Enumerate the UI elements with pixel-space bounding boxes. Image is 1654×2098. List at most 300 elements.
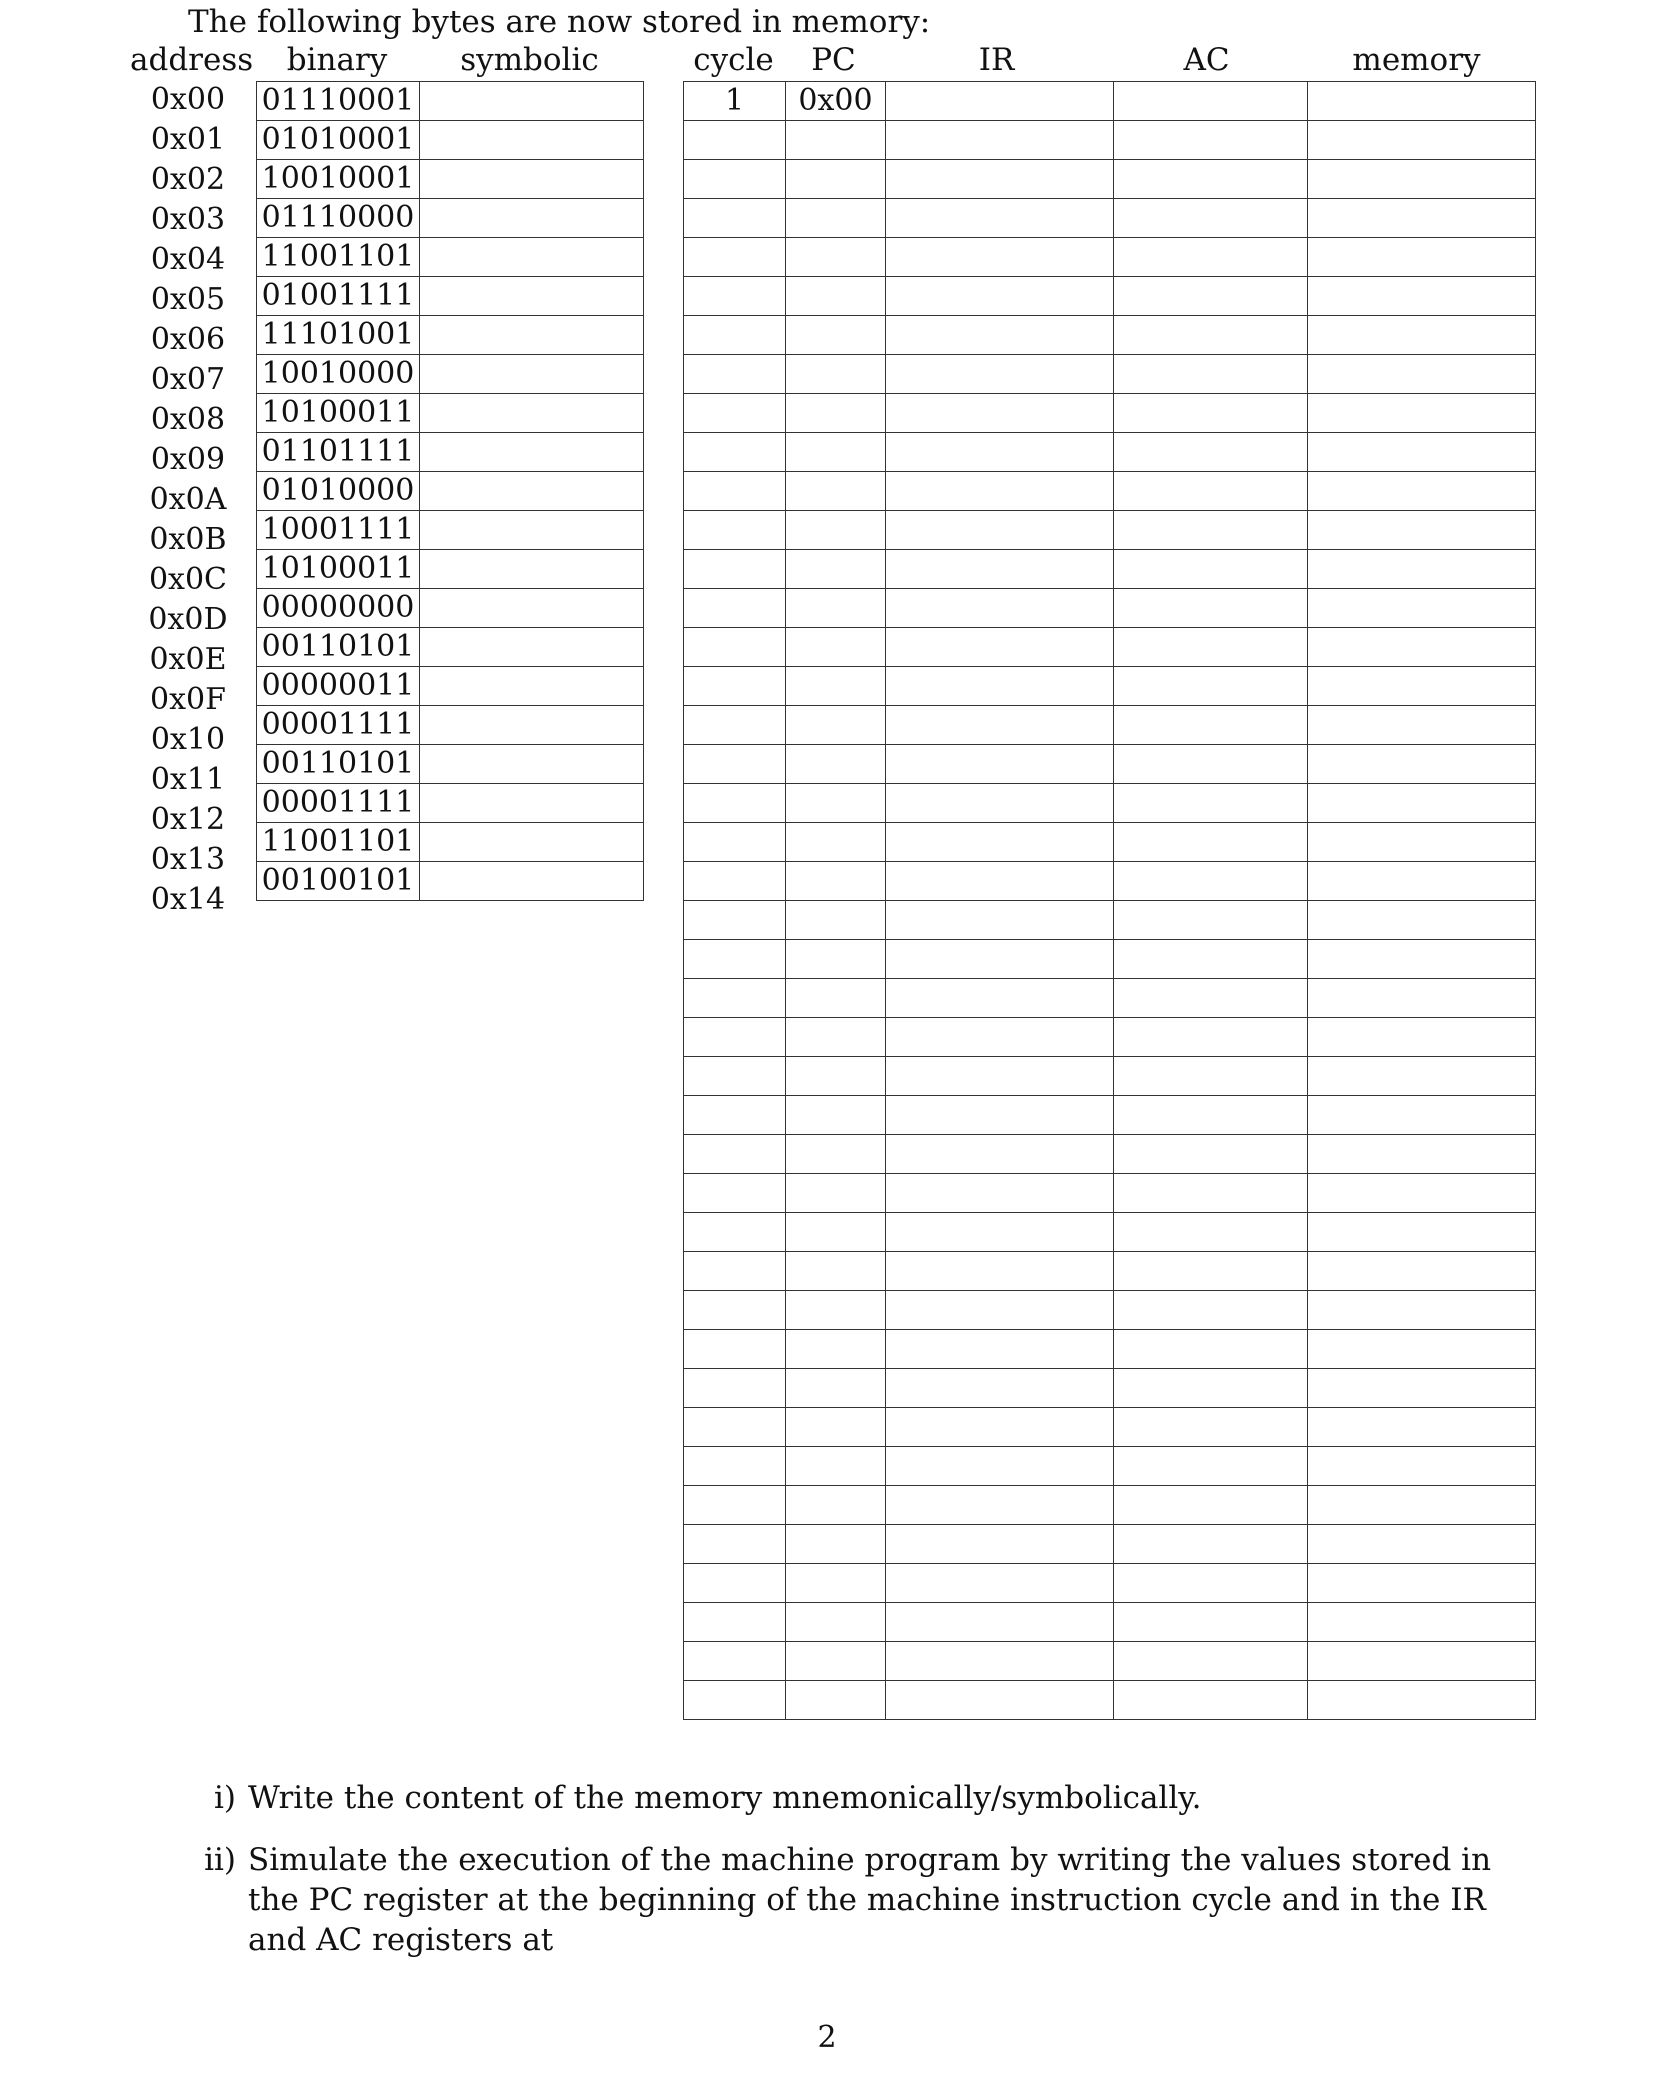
simulation-row	[684, 589, 1536, 628]
ac-cell[interactable]	[1114, 1096, 1308, 1135]
question-number: i)	[213, 1780, 236, 1816]
binary-cell: 01010000	[257, 472, 420, 511]
cycle-cell[interactable]	[684, 472, 786, 511]
memory-cell[interactable]	[1308, 862, 1536, 901]
ac-cell[interactable]	[1114, 550, 1308, 589]
memory-cell[interactable]	[1308, 1681, 1536, 1720]
memory-cell[interactable]	[1308, 238, 1536, 277]
cycle-cell[interactable]	[684, 1447, 786, 1486]
cycle-cell[interactable]	[684, 979, 786, 1018]
memory-cell[interactable]	[1308, 1642, 1536, 1681]
address-label: 0x03	[150, 202, 226, 237]
ir-cell[interactable]	[886, 394, 1114, 433]
memory-cell[interactable]	[1308, 628, 1536, 667]
pc-cell[interactable]	[786, 1018, 886, 1057]
address-label: 0x00	[150, 82, 226, 117]
ac-cell[interactable]	[1114, 901, 1308, 940]
symbolic-cell[interactable]	[420, 160, 644, 199]
ac-cell[interactable]	[1114, 1018, 1308, 1057]
cycle-cell[interactable]	[684, 550, 786, 589]
pc-cell[interactable]	[786, 1369, 886, 1408]
cycle-cell[interactable]	[684, 1564, 786, 1603]
memory-row	[257, 589, 644, 628]
memory-row	[257, 472, 644, 511]
question-i	[188, 1778, 1202, 1818]
pc-cell[interactable]	[786, 238, 886, 277]
memory-cell[interactable]	[1308, 1486, 1536, 1525]
ac-cell[interactable]	[1114, 1213, 1308, 1252]
pc-cell[interactable]	[786, 901, 886, 940]
memory-cell[interactable]	[1308, 745, 1536, 784]
pc-cell[interactable]	[786, 1681, 886, 1720]
symbolic-cell[interactable]	[420, 238, 644, 277]
memory-cell[interactable]	[1308, 82, 1536, 121]
address-label: 0x0C	[148, 562, 228, 597]
simulation-row	[684, 1525, 1536, 1564]
ir-cell[interactable]	[886, 550, 1114, 589]
cycle-cell[interactable]	[684, 823, 786, 862]
memory-cell[interactable]	[1308, 1135, 1536, 1174]
symbolic-cell[interactable]	[420, 862, 644, 901]
pc-cell[interactable]	[786, 1330, 886, 1369]
ac-cell[interactable]	[1114, 394, 1308, 433]
address-label: 0x0B	[149, 522, 227, 557]
ir-cell[interactable]	[886, 121, 1114, 160]
binary-cell: 10100011	[257, 550, 420, 589]
ir-cell[interactable]	[886, 1642, 1114, 1681]
symbolic-cell[interactable]	[420, 667, 644, 706]
ir-cell[interactable]	[886, 1486, 1114, 1525]
pc-cell[interactable]	[786, 199, 886, 238]
cycle-cell[interactable]	[684, 121, 786, 160]
cycle-cell[interactable]	[684, 238, 786, 277]
memory-cell[interactable]	[1308, 160, 1536, 199]
ir-cell[interactable]	[886, 667, 1114, 706]
ac-cell[interactable]	[1114, 1525, 1308, 1564]
memory-cell[interactable]	[1308, 394, 1536, 433]
pc-cell[interactable]	[786, 1252, 886, 1291]
cycle-cell[interactable]	[684, 1018, 786, 1057]
simulation-row	[684, 1330, 1536, 1369]
pc-cell[interactable]	[786, 1447, 886, 1486]
pc-cell[interactable]	[786, 940, 886, 979]
memory-row	[257, 199, 644, 238]
simulation-row	[684, 745, 1536, 784]
cycle-cell[interactable]	[684, 1096, 786, 1135]
ir-cell[interactable]	[886, 433, 1114, 472]
question-ii	[188, 1840, 1492, 1958]
ac-cell[interactable]	[1114, 1330, 1308, 1369]
ir-cell[interactable]	[886, 1525, 1114, 1564]
pc-cell[interactable]	[786, 784, 886, 823]
ir-cell[interactable]	[886, 1018, 1114, 1057]
cycle-cell[interactable]	[684, 277, 786, 316]
memory-cell[interactable]	[1308, 1291, 1536, 1330]
pc-cell[interactable]	[786, 277, 886, 316]
cycle-cell[interactable]	[684, 1681, 786, 1720]
ac-cell[interactable]	[1114, 1603, 1308, 1642]
ac-cell[interactable]	[1114, 706, 1308, 745]
ac-cell[interactable]	[1114, 121, 1308, 160]
ac-cell[interactable]	[1114, 1564, 1308, 1603]
pc-cell[interactable]: 0x00	[786, 82, 886, 121]
question-number: ii)	[204, 1842, 236, 1878]
pc-cell[interactable]	[786, 667, 886, 706]
pc-cell[interactable]	[786, 1096, 886, 1135]
memory-cell[interactable]	[1308, 121, 1536, 160]
memory-row	[257, 160, 644, 199]
memory-cell[interactable]	[1308, 472, 1536, 511]
pc-cell[interactable]	[786, 589, 886, 628]
ir-cell[interactable]	[886, 1213, 1114, 1252]
memory-row	[257, 316, 644, 355]
memory-cell[interactable]	[1308, 1174, 1536, 1213]
simulation-row	[684, 1135, 1536, 1174]
pc-cell[interactable]	[786, 706, 886, 745]
ir-cell[interactable]	[886, 1564, 1114, 1603]
simulation-row	[684, 1642, 1536, 1681]
simulation-row	[684, 979, 1536, 1018]
cycle-cell[interactable]	[684, 433, 786, 472]
simulation-row	[684, 121, 1536, 160]
pc-cell[interactable]	[786, 316, 886, 355]
symbolic-cell[interactable]	[420, 277, 644, 316]
memory-cell[interactable]	[1308, 1330, 1536, 1369]
symbolic-cell[interactable]	[420, 316, 644, 355]
cycle-cell[interactable]	[684, 901, 786, 940]
memory-row	[257, 238, 644, 277]
symbolic-cell[interactable]	[420, 823, 644, 862]
cycle-cell[interactable]	[684, 199, 786, 238]
cycle-cell[interactable]	[684, 1174, 786, 1213]
pc-cell[interactable]	[786, 979, 886, 1018]
ac-cell[interactable]	[1114, 199, 1308, 238]
ir-cell[interactable]	[886, 1135, 1114, 1174]
cycle-cell[interactable]	[684, 316, 786, 355]
symbolic-cell[interactable]	[420, 628, 644, 667]
question-text: Write the content of the memory mnemonically/symbolically.	[248, 1780, 1202, 1816]
pc-cell[interactable]	[786, 1603, 886, 1642]
ac-cell[interactable]	[1114, 1408, 1308, 1447]
header-symbolic: symbolic	[460, 42, 599, 78]
symbolic-cell[interactable]	[420, 199, 644, 238]
ac-cell[interactable]	[1114, 667, 1308, 706]
pc-cell[interactable]	[786, 1174, 886, 1213]
memory-cell[interactable]	[1308, 901, 1536, 940]
symbolic-cell[interactable]	[420, 82, 644, 121]
ir-cell[interactable]	[886, 784, 1114, 823]
ac-cell[interactable]	[1114, 1486, 1308, 1525]
pc-cell[interactable]	[786, 355, 886, 394]
pc-cell[interactable]	[786, 628, 886, 667]
symbolic-cell[interactable]	[420, 550, 644, 589]
symbolic-cell[interactable]	[420, 784, 644, 823]
memory-row	[257, 355, 644, 394]
ir-cell[interactable]	[886, 199, 1114, 238]
simulation-row	[684, 1564, 1536, 1603]
memory-table	[256, 81, 644, 901]
simulation-row	[684, 82, 1536, 121]
binary-cell: 10010000	[257, 355, 420, 394]
ac-cell[interactable]	[1114, 82, 1308, 121]
memory-cell[interactable]	[1308, 1447, 1536, 1486]
intro-text: The following bytes are now stored in memory:	[188, 4, 931, 40]
cycle-cell[interactable]	[684, 1525, 786, 1564]
ac-cell[interactable]	[1114, 316, 1308, 355]
ir-cell[interactable]	[886, 901, 1114, 940]
address-column	[138, 80, 238, 920]
symbolic-cell[interactable]	[420, 706, 644, 745]
simulation-row	[684, 1057, 1536, 1096]
pc-cell[interactable]	[786, 745, 886, 784]
memory-cell[interactable]	[1308, 1252, 1536, 1291]
address-label: 0x14	[150, 882, 226, 917]
symbolic-cell[interactable]	[420, 355, 644, 394]
cycle-cell[interactable]	[684, 1135, 786, 1174]
ac-cell[interactable]	[1114, 433, 1308, 472]
ir-cell[interactable]	[886, 1057, 1114, 1096]
pc-cell[interactable]	[786, 1486, 886, 1525]
pc-cell[interactable]	[786, 1642, 886, 1681]
ir-cell[interactable]	[886, 1291, 1114, 1330]
ir-cell[interactable]	[886, 628, 1114, 667]
pc-cell[interactable]	[786, 823, 886, 862]
symbolic-cell[interactable]	[420, 121, 644, 160]
ir-cell[interactable]	[886, 316, 1114, 355]
ir-cell[interactable]	[886, 940, 1114, 979]
ir-cell[interactable]	[886, 277, 1114, 316]
cycle-cell[interactable]	[684, 628, 786, 667]
memory-cell[interactable]	[1308, 589, 1536, 628]
ac-cell[interactable]	[1114, 1252, 1308, 1291]
ir-cell[interactable]	[886, 1603, 1114, 1642]
ir-cell[interactable]	[886, 82, 1114, 121]
ir-cell[interactable]	[886, 1174, 1114, 1213]
memory-row	[257, 628, 644, 667]
memory-row	[257, 667, 644, 706]
ir-cell[interactable]	[886, 745, 1114, 784]
pc-cell[interactable]	[786, 121, 886, 160]
memory-cell[interactable]	[1308, 199, 1536, 238]
cycle-cell[interactable]	[684, 940, 786, 979]
cycle-cell[interactable]	[684, 1213, 786, 1252]
ir-cell[interactable]	[886, 238, 1114, 277]
ac-cell[interactable]	[1114, 862, 1308, 901]
cycle-cell[interactable]	[684, 160, 786, 199]
cycle-cell[interactable]	[684, 1408, 786, 1447]
cycle-cell[interactable]	[684, 745, 786, 784]
cycle-cell[interactable]	[684, 511, 786, 550]
simulation-row	[684, 1252, 1536, 1291]
ir-cell[interactable]	[886, 1408, 1114, 1447]
memory-row	[257, 823, 644, 862]
cycle-cell[interactable]	[684, 706, 786, 745]
ac-cell[interactable]	[1114, 823, 1308, 862]
ac-cell[interactable]	[1114, 940, 1308, 979]
pc-cell[interactable]	[786, 1564, 886, 1603]
memory-cell[interactable]	[1308, 979, 1536, 1018]
memory-cell[interactable]	[1308, 1096, 1536, 1135]
ir-cell[interactable]	[886, 472, 1114, 511]
ac-cell[interactable]	[1114, 472, 1308, 511]
ir-cell[interactable]	[886, 160, 1114, 199]
ir-cell[interactable]	[886, 589, 1114, 628]
cycle-cell[interactable]	[684, 1642, 786, 1681]
ac-cell[interactable]	[1114, 511, 1308, 550]
ac-cell[interactable]	[1114, 589, 1308, 628]
cycle-cell[interactable]	[684, 1486, 786, 1525]
binary-cell: 11101001	[257, 316, 420, 355]
symbolic-cell[interactable]	[420, 745, 644, 784]
pc-cell[interactable]	[786, 1291, 886, 1330]
binary-cell: 10001111	[257, 511, 420, 550]
memory-cell[interactable]	[1308, 550, 1536, 589]
memory-cell[interactable]	[1308, 433, 1536, 472]
ac-cell[interactable]	[1114, 1447, 1308, 1486]
pc-cell[interactable]	[786, 472, 886, 511]
memory-cell[interactable]	[1308, 355, 1536, 394]
binary-cell: 10100011	[257, 394, 420, 433]
symbolic-cell[interactable]	[420, 511, 644, 550]
pc-cell[interactable]	[786, 1057, 886, 1096]
memory-cell[interactable]	[1308, 1564, 1536, 1603]
ac-cell[interactable]	[1114, 277, 1308, 316]
ac-cell[interactable]	[1114, 1681, 1308, 1720]
ac-cell[interactable]	[1114, 1642, 1308, 1681]
ir-cell[interactable]	[886, 355, 1114, 394]
binary-cell: 00000011	[257, 667, 420, 706]
ir-cell[interactable]	[886, 979, 1114, 1018]
simulation-row	[684, 394, 1536, 433]
symbolic-cell[interactable]	[420, 433, 644, 472]
cycle-cell[interactable]	[684, 1252, 786, 1291]
pc-cell[interactable]	[786, 1135, 886, 1174]
simulation-row	[684, 628, 1536, 667]
address-label: 0x0D	[148, 602, 228, 637]
ir-cell[interactable]	[886, 706, 1114, 745]
memory-cell[interactable]	[1308, 1018, 1536, 1057]
ir-cell[interactable]	[886, 1096, 1114, 1135]
memory-cell[interactable]	[1308, 511, 1536, 550]
ac-cell[interactable]	[1114, 745, 1308, 784]
ac-cell[interactable]	[1114, 1291, 1308, 1330]
memory-cell[interactable]	[1308, 1603, 1536, 1642]
memory-cell[interactable]	[1308, 1057, 1536, 1096]
binary-cell: 00001111	[257, 706, 420, 745]
cycle-cell[interactable]	[684, 1057, 786, 1096]
ac-cell[interactable]	[1114, 1135, 1308, 1174]
simulation-row	[684, 1213, 1536, 1252]
memory-cell[interactable]	[1308, 1369, 1536, 1408]
pc-cell[interactable]	[786, 1213, 886, 1252]
cycle-cell[interactable]	[684, 1603, 786, 1642]
pc-cell[interactable]	[786, 394, 886, 433]
memory-cell[interactable]	[1308, 316, 1536, 355]
memory-cell[interactable]	[1308, 277, 1536, 316]
ac-cell[interactable]	[1114, 160, 1308, 199]
cycle-cell[interactable]	[684, 1291, 786, 1330]
header-address: address	[130, 42, 254, 78]
ir-cell[interactable]	[886, 1447, 1114, 1486]
memory-cell[interactable]	[1308, 667, 1536, 706]
pc-cell[interactable]	[786, 1525, 886, 1564]
ir-cell[interactable]	[886, 1369, 1114, 1408]
pc-cell[interactable]	[786, 160, 886, 199]
cycle-cell[interactable]	[684, 1369, 786, 1408]
pc-cell[interactable]	[786, 862, 886, 901]
binary-cell: 00001111	[257, 784, 420, 823]
memory-cell[interactable]	[1308, 823, 1536, 862]
pc-cell[interactable]	[786, 1408, 886, 1447]
symbolic-cell[interactable]	[420, 589, 644, 628]
pc-cell[interactable]	[786, 511, 886, 550]
simulation-row	[684, 862, 1536, 901]
ir-cell[interactable]	[886, 862, 1114, 901]
simulation-row	[684, 901, 1536, 940]
ac-cell[interactable]	[1114, 1057, 1308, 1096]
ac-cell[interactable]	[1114, 1369, 1308, 1408]
ac-cell[interactable]	[1114, 979, 1308, 1018]
address-label: 0x09	[150, 442, 226, 477]
symbolic-cell[interactable]	[420, 472, 644, 511]
memory-cell[interactable]	[1308, 1213, 1536, 1252]
memory-cell[interactable]	[1308, 1408, 1536, 1447]
binary-cell: 01001111	[257, 277, 420, 316]
cycle-cell[interactable]: 1	[684, 82, 786, 121]
address-label: 0x0E	[149, 642, 227, 677]
simulation-table	[683, 81, 1536, 1720]
ir-cell[interactable]	[886, 511, 1114, 550]
ac-cell[interactable]	[1114, 784, 1308, 823]
cycle-cell[interactable]	[684, 862, 786, 901]
header-ir: IR	[978, 42, 1015, 78]
ac-cell[interactable]	[1114, 355, 1308, 394]
address-label: 0x10	[150, 722, 226, 757]
memory-cell[interactable]	[1308, 706, 1536, 745]
ir-cell[interactable]	[886, 1330, 1114, 1369]
cycle-cell[interactable]	[684, 784, 786, 823]
ac-cell[interactable]	[1114, 628, 1308, 667]
simulation-row	[684, 1174, 1536, 1213]
binary-cell: 00000000	[257, 589, 420, 628]
binary-cell: 01110001	[257, 82, 420, 121]
memory-cell[interactable]	[1308, 940, 1536, 979]
cycle-cell[interactable]	[684, 394, 786, 433]
binary-cell: 01101111	[257, 433, 420, 472]
memory-cell[interactable]	[1308, 784, 1536, 823]
simulation-row	[684, 1096, 1536, 1135]
cycle-cell[interactable]	[684, 355, 786, 394]
cycle-cell[interactable]	[684, 667, 786, 706]
cycle-cell[interactable]	[684, 589, 786, 628]
pc-cell[interactable]	[786, 550, 886, 589]
symbolic-cell[interactable]	[420, 394, 644, 433]
memory-cell[interactable]	[1308, 1525, 1536, 1564]
address-label: 0x07	[150, 362, 226, 397]
ac-cell[interactable]	[1114, 1174, 1308, 1213]
address-label: 0x0A	[149, 482, 227, 517]
ac-cell[interactable]	[1114, 238, 1308, 277]
ir-cell[interactable]	[886, 823, 1114, 862]
ir-cell[interactable]	[886, 1252, 1114, 1291]
address-label: 0x05	[150, 282, 226, 317]
header-binary: binary	[286, 42, 388, 78]
cycle-cell[interactable]	[684, 1330, 786, 1369]
binary-cell: 10010001	[257, 160, 420, 199]
memory-row	[257, 433, 644, 472]
pc-cell[interactable]	[786, 433, 886, 472]
ir-cell[interactable]	[886, 1681, 1114, 1720]
